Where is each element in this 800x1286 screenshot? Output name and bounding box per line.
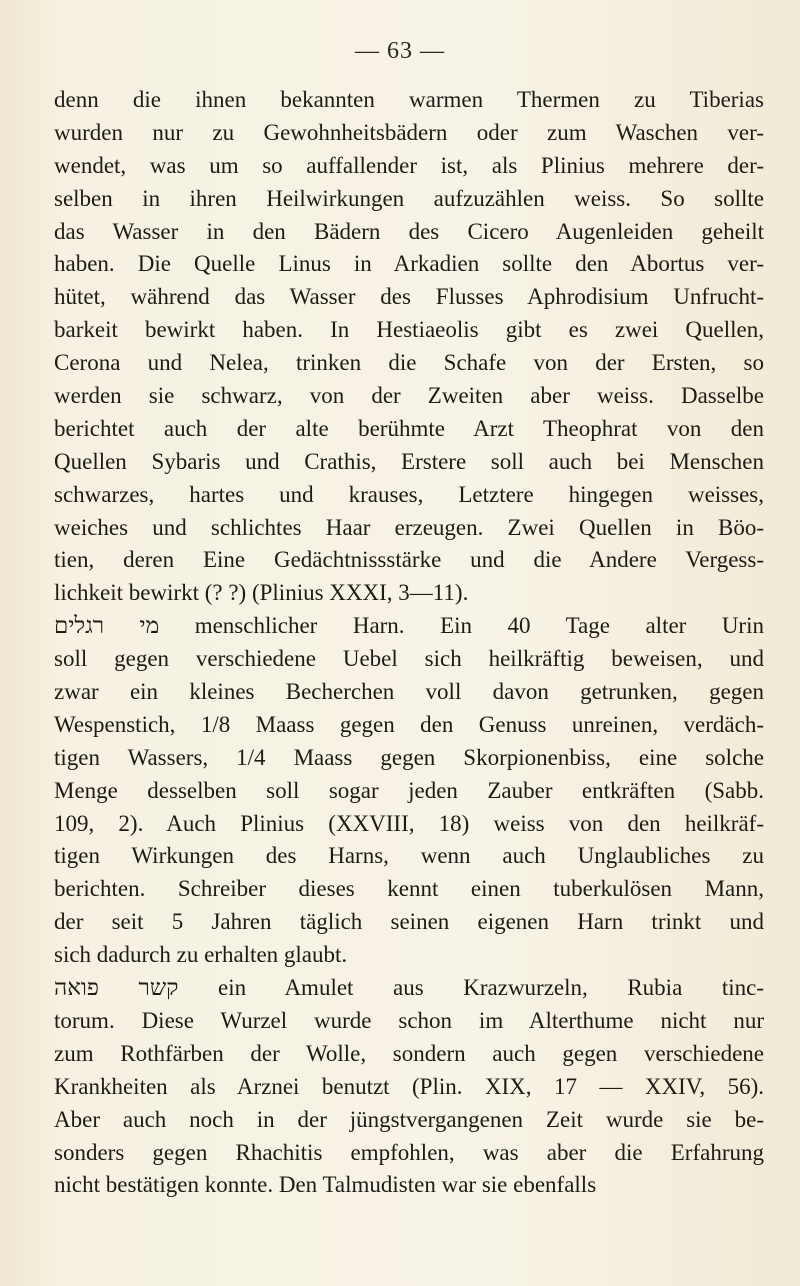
text-line: sich dadurch zu erhalten glaubt. bbox=[54, 942, 348, 968]
page-number: — 63 — bbox=[355, 38, 445, 64]
text-line: tigen Wassers, 1/4 Maass gegen Skorpionenbiss, eine solche bbox=[54, 744, 764, 770]
text-line: denn die ihnen bekannten warmen Thermen zu Tiberias bbox=[54, 87, 764, 112]
text-line: werden sie schwarz, von der Zweiten aber weiss. Dasselbe bbox=[54, 383, 764, 409]
text-line: wendet, was um so auffallender ist, als Plinius mehrere der- bbox=[54, 152, 764, 178]
text-line: soll gegen verschiedene Uebel sich heilkräftig beweisen, und bbox=[54, 646, 764, 672]
text-line: Aber auch noch in der jüngstvergangenen Zeit wurde sie be- bbox=[54, 1106, 764, 1132]
text-line: weiches und schlichtes Haar erzeugen. Zwei Quellen in Böo- bbox=[54, 514, 764, 540]
text-line: zum Rothfärben der Wolle, sondern auch gegen verschiedene bbox=[54, 1040, 764, 1066]
text-line: berichtet auch der alte berühmte Arzt Theophrat von den bbox=[54, 415, 764, 441]
text-line: zwar ein kleines Becherchen voll davon getrunken, gegen bbox=[54, 679, 764, 705]
text-line: tigen Wirkungen des Harns, wenn auch Unglaubliches zu bbox=[54, 843, 764, 869]
text-line: Krankheiten als Arznei benutzt (Plin. XIX, 17 — XXIV, 56). bbox=[54, 1073, 764, 1099]
text-line: 109, 2). Auch Plinius (XXVIII, 18) weiss von den heilkräf- bbox=[54, 810, 764, 836]
text-line: selben in ihren Heilwirkungen aufzuzählen weiss. So sollte bbox=[54, 185, 764, 211]
text-line: barkeit bewirkt haben. In Hestiaeolis gibt es zwei Quellen, bbox=[54, 317, 764, 343]
text-line: der seit 5 Jahren täglich seinen eigenen Harn trinkt und bbox=[54, 909, 764, 935]
text-line: קשר פואה ein Amulet aus Krazwurzeln, Rubia tinc- bbox=[54, 975, 764, 1001]
text-line: מי רגלים menschlicher Harn. Ein 40 Tage alter Urin bbox=[54, 613, 764, 639]
body-text bbox=[54, 84, 764, 1202]
text-line: sonders gegen Rhachitis empfohlen, was aber die Erfahrung bbox=[54, 1139, 764, 1165]
text-line: berichten. Schreiber dieses kennt einen tuberkulösen Mann, bbox=[54, 876, 764, 902]
text-line: schwarzes, hartes und krauses, Letztere hingegen weisses, bbox=[54, 481, 764, 507]
text-line: Menge desselben soll sogar jeden Zauber entkräften (Sabb. bbox=[54, 777, 764, 803]
text-line: das Wasser in den Bädern des Cicero Augenleiden geheilt bbox=[54, 218, 764, 244]
text-line: Cerona und Nelea, trinken die Schafe von der Ersten, so bbox=[54, 350, 764, 376]
text-line: nicht bestätigen konnte. Den Talmudisten war sie ebenfalls bbox=[54, 1172, 597, 1198]
text-line: tien, deren Eine Gedächtnissstärke und die Andere Vergess- bbox=[54, 547, 764, 573]
text-line: hütet, während das Wasser des Flusses Aphrodisium Unfrucht- bbox=[54, 284, 764, 310]
text-line: wurden nur zu Gewohnheitsbädern oder zum Waschen ver- bbox=[54, 119, 764, 145]
text-line: haben. Die Quelle Linus in Arkadien sollte den Abortus ver- bbox=[54, 251, 764, 277]
text-line: Quellen Sybaris und Crathis, Erstere soll auch bei Menschen bbox=[54, 448, 764, 474]
text-line: lichkeit bewirkt (? ?) (Plinius XXXI, 3—11). bbox=[54, 580, 469, 606]
text-line: torum. Diese Wurzel wurde schon im Alterthume nicht nur bbox=[54, 1007, 764, 1033]
text-line: Wespenstich, 1/8 Maass gegen den Genuss unreinen, verdäch- bbox=[54, 711, 764, 737]
